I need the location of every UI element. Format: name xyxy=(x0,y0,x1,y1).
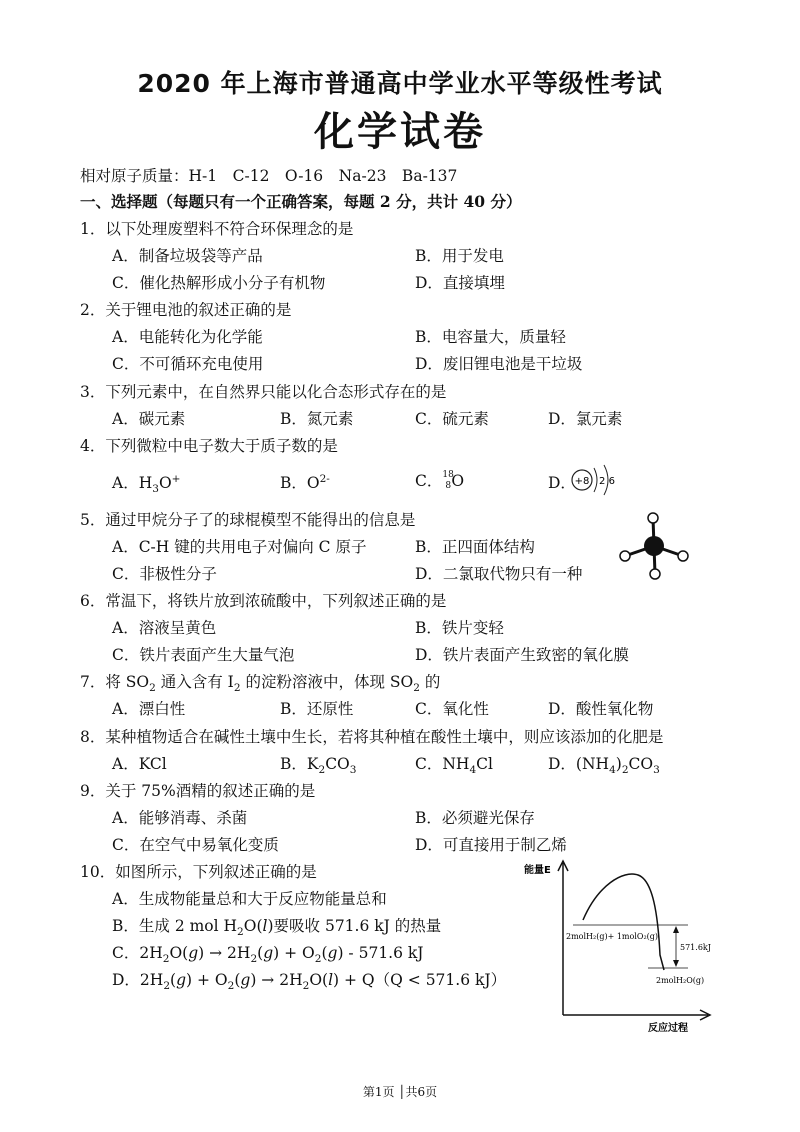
q8-option-b: B．$K_2CO_3$ xyxy=(280,755,357,777)
q2-option-b: B．电容量大，质量轻 xyxy=(415,328,566,346)
q5-option-a: A．C-H 键的共用电子对偏向 C 原子 xyxy=(112,538,367,556)
product-label: 2molH₂O(g) xyxy=(656,976,705,985)
q6-stem: 6．常温下，将铁片放到浓硫酸中，下列叙述正确的是 xyxy=(80,592,447,610)
q7-option-d: D．酸性氧化物 xyxy=(548,700,654,718)
q3-option-b: B．氮元素 xyxy=(280,410,354,428)
page-footer: 第1页 │共6页 xyxy=(362,1085,438,1099)
paper-title: 化学试卷 xyxy=(314,109,486,155)
q1-option-d: D．直接填埋 xyxy=(415,274,505,292)
q6-option-a: A．溶液呈黄色 xyxy=(112,619,217,637)
q9-option-b: B．必须避光保存 xyxy=(415,809,535,827)
delta-h-label: 571.6kJ xyxy=(680,943,711,952)
atomic-structure-diagram xyxy=(570,462,620,498)
q2-option-d: D．废旧锂电池是干垃圾 xyxy=(415,355,583,373)
process-axis-label: 反应过程 xyxy=(648,1023,688,1034)
q10-option-d: D．$2H_2(g) + O_2(g) \to 2H_2O(l) + Q(Q < 571.6$ kJ） xyxy=(112,971,507,993)
q5-option-c: C．非极性分子 xyxy=(112,565,217,583)
q8-stem: 8．某种植物适合在碱性土壤中生长，若将其种植在酸性土壤中，则应该添加的化肥是 xyxy=(80,728,664,746)
q10-option-a: A．生成物能量总和大于反应物能量总和 xyxy=(112,890,387,908)
q1-option-b: B．用于发电 xyxy=(415,247,504,265)
electron-shells: 2 6 xyxy=(599,476,615,487)
q10-option-c: C．$2H_2O(g) \to 2H_2(g) + O_2(g) - 571.6$ kJ xyxy=(112,944,424,966)
q2-stem: 2．关于锂电池的叙述正确的是 xyxy=(80,301,292,319)
q9-option-d: D．可直接用于制乙烯 xyxy=(415,836,567,854)
q4-option-b: B．$O^{2-}$ xyxy=(280,472,330,492)
q3-option-a: A．碳元素 xyxy=(112,410,186,428)
q4-stem: 4．下列微粒中电子数大于质子数的是 xyxy=(80,437,338,455)
q5-option-d: D．二氯取代物只有一种 xyxy=(415,565,583,583)
q6-option-c: C．铁片表面产生大量气泡 xyxy=(112,646,295,664)
q3-option-c: C．硫元素 xyxy=(415,410,489,428)
q6-option-d: D．铁片表面产生致密的氧化膜 xyxy=(415,646,629,664)
q4-option-d: D． xyxy=(548,474,576,492)
q9-stem: 9．关于 75%酒精的叙述正确的是 xyxy=(80,782,316,800)
q2-option-c: C．不可循环充电使用 xyxy=(112,355,264,373)
q9-option-c: C．在空气中易氧化变质 xyxy=(112,836,279,854)
q7-option-c: C．氧化性 xyxy=(415,700,489,718)
q5-option-b: B．正四面体结构 xyxy=(415,538,535,556)
q7-option-a: A．漂白性 xyxy=(112,700,186,718)
q4-option-c: C． 18 8 O xyxy=(415,470,465,491)
q10-stem: 10．如图所示，下列叙述正确的是 xyxy=(80,863,317,881)
reaction-curve xyxy=(583,874,664,970)
q2-option-a: A．电能转化为化学能 xyxy=(112,328,263,346)
q10-option-b: B．生成 2 mol $H_2O(l)$要吸收 571.6 kJ 的热量 xyxy=(112,917,442,939)
q5-stem: 5．通过甲烷分子了的球棍模型不能得出的信息是 xyxy=(80,511,416,529)
nucleus-charge: +8 xyxy=(574,476,590,487)
energy-axis-label: 能量E xyxy=(524,865,551,876)
q3-option-d: D．氯元素 xyxy=(548,410,623,428)
energy-diagram xyxy=(508,855,718,1035)
exam-title: 2020 年上海市普通高中学业水平等级性考试 xyxy=(137,69,663,98)
q4-option-a: A．$H_3O^+$ xyxy=(112,472,181,496)
reactant-label: 2molH₂(g)+ 1molO₂(g) xyxy=(566,932,659,941)
q1-option-c: C．催化热解形成小分子有机物 xyxy=(112,274,326,292)
isotope-symbol: 18 8 O xyxy=(442,470,465,491)
q8-option-a: A．KCl xyxy=(112,755,167,773)
q8-option-c: C．$NH_4Cl$ xyxy=(415,755,493,777)
q6-option-b: B．铁片变轻 xyxy=(415,619,504,637)
q7-stem: 7．将 $SO_2$ 通入含有 $I_2$ 的淀粉溶液中，体现 $SO_2$ 的 xyxy=(80,673,441,695)
q8-option-d: D．$(NH_4)_2CO_3$ xyxy=(548,755,660,777)
section-heading: 一、选择题（每题只有一个正确答案，每题 2 分，共计 40 分） xyxy=(80,192,522,211)
q3-stem: 3．下列元素中，在自然界只能以化合态形式存在的是 xyxy=(80,383,447,401)
q1-stem: 1．以下处理废塑料不符合环保理念的是 xyxy=(80,220,354,238)
q9-option-a: A．能够消毒、杀菌 xyxy=(112,809,248,827)
q7-option-b: B．还原性 xyxy=(280,700,354,718)
methane-ball-stick-model xyxy=(615,512,695,584)
q1-option-a: A．制备垃圾袋等产品 xyxy=(112,247,263,265)
atomic-masses: 相对原子质量：H-1 C-12 O-16 Na-23 Ba-137 xyxy=(80,167,458,185)
